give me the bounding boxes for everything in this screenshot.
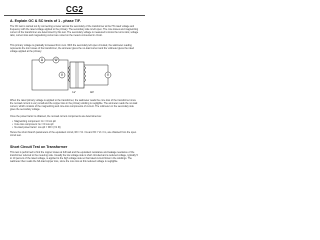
section-heading-oc-sc-test: A. Explain OC & SC tests of 1 - phase T/F.: [10, 19, 81, 23]
section-heading-short-circuit-test: Short Circuit Test on Transformer: [10, 145, 68, 149]
list-item: • Magnetizing component: Im = I0 sin φ0: [12, 120, 139, 123]
section-intro-paragraph: The OC test is carried out by connecting a meter across the secondary of the transformer at the HV rated voltage and frequency with the rated voltage applied to the primary. The secondary side is left open. The core losses and magnetizing current of the transformer are determined by this test. The secondary voltage is measured to know the turns ratio; voltage ratio, current loss and magnetising current are noted on the meters connected in circuit.: [10, 25, 139, 38]
after-figure-paragraph: When the rated primary voltage is applied to the transformer, the wattmeter reads the core loss of the transformer since the no-load current is very small and the copper loss in the primary winding is negligible. The ammeter reads the no-load current, which consists of the magnetizing and core-loss components of current. The voltmeter on the secondary side gives the secondary voltage.: [10, 99, 138, 112]
document-title: CG2: [65, 5, 84, 14]
list-item: • No-load power factor: cos φ0 = W0 / (V1 I0): [12, 126, 139, 129]
wattmeter-label: W: [54, 58, 58, 63]
measurements-paragraph: Once the power factor is obtained, the no-load current components are determined as:: [10, 115, 102, 118]
closing-paragraph: Hence the shunt branch parameters of the equivalent circuit, R0 = V1 / Iw and X0 = V1 / Im, are obtained from the open circuit test.: [10, 131, 137, 138]
document-page: [0, 0, 149, 198]
hv-side-label: HV: [90, 91, 94, 94]
oc-test-circuit-diagram: [30, 56, 118, 95]
primary-voltmeter-label: V: [60, 73, 64, 78]
secondary-voltmeter-label: V: [106, 73, 110, 78]
title-divider: [4, 15, 145, 16]
short-circuit-paragraph: This test is performed to find the copper losses at full load and the equivalent resistance and leakage reactance of the transformer referred to the metering side. Usually the low voltage side is short circuited and a reduced voltage, typically 5 to 10 percent of the rated voltage, is applied to the high voltage side so that rated current flows in the windings. The wattmeter then reads the full-load copper loss, since the core loss at this reduced voltage is negligible.: [10, 151, 138, 164]
ammeter-label: A: [40, 58, 44, 63]
diagram-description-paragraph: This primary voltage is gradually increased from zero. With the secondary left open circuited, the wattmeter reading represents the iron losses of the transformer, the ammeter gives the no-load current and the voltmeter gives the rated voltage applied at the primary.: [10, 44, 134, 54]
no-load-component-list: [12, 120, 139, 129]
lv-side-label: LV: [72, 91, 76, 94]
list-item: • Core loss component: Iw = I0 cos φ0: [12, 123, 139, 126]
